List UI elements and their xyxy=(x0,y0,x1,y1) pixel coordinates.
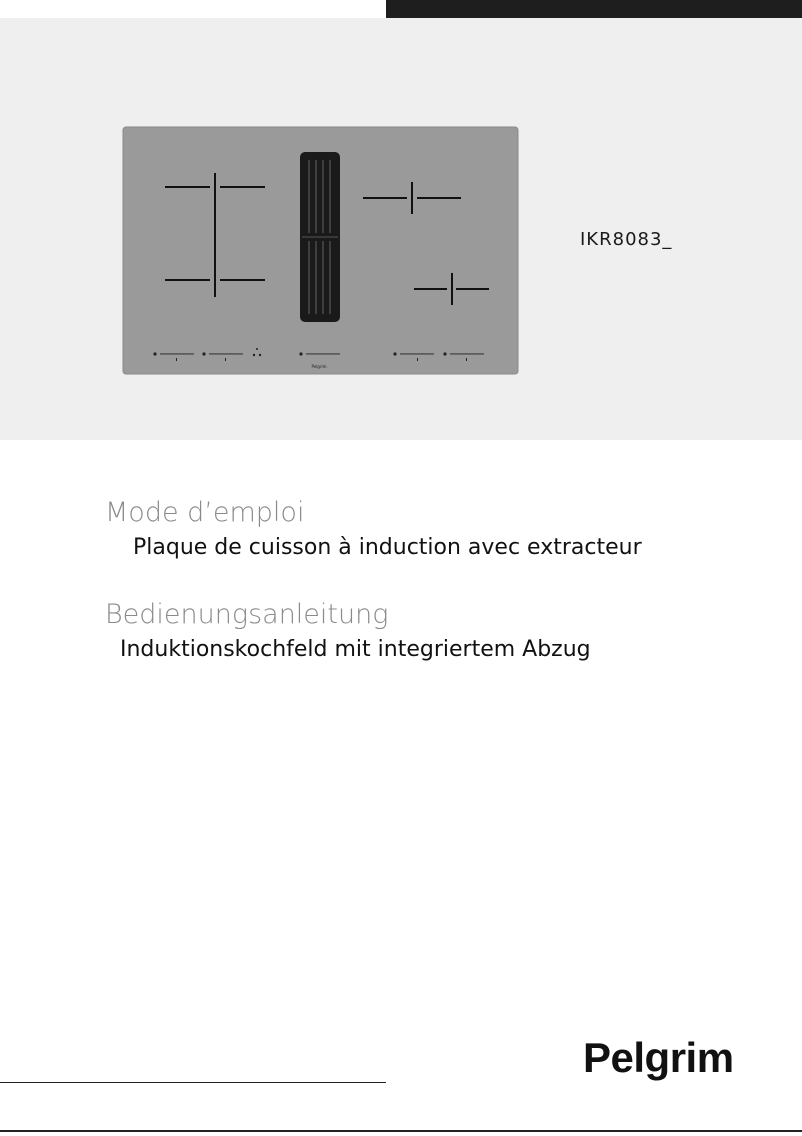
pelgrim-logo: Pelgrim xyxy=(583,1034,734,1081)
footer-rule xyxy=(0,1082,386,1083)
manual-subtitle-fr: Plaque de cuisson à induction avec extracteur xyxy=(133,535,642,560)
model-code: IKR8083_ xyxy=(580,229,673,250)
bottom-rule xyxy=(0,1130,802,1132)
manual-title-fr: Mode d’emploi xyxy=(105,497,305,528)
manual-title-de: Bedienungsanleitung xyxy=(105,599,389,630)
extractor-vent xyxy=(300,152,340,322)
panel-brand-mark: Pelgrim xyxy=(311,364,327,369)
hob-illustration xyxy=(0,0,802,440)
manual-subtitle-de: Induktionskochfeld mit integriertem Abzug xyxy=(120,637,591,662)
